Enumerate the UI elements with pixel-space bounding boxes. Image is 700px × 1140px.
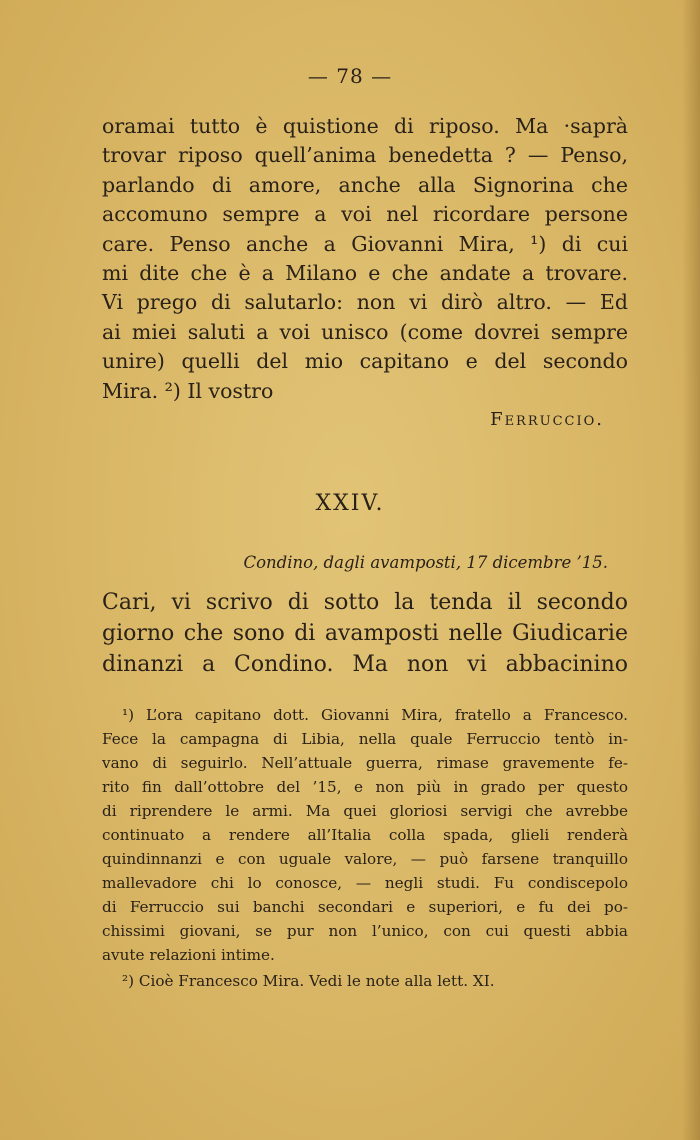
footnote-line: continuato a rendere all’Italia colla spada, glieli renderà	[102, 826, 628, 844]
text-line: parlando di amore, anche alla Signorina che	[102, 172, 628, 197]
footnote-line: chissimi giovani, se pur non l’unico, con cui questi abbia	[102, 922, 628, 940]
signature: Ferruccio.	[490, 409, 604, 430]
text-line: accomuno sempre a voi nel ricordare persone	[102, 202, 628, 227]
text-line: unire) quelli del mio capitano e del secondo	[102, 349, 628, 374]
footnote-line: ¹) L’ora capitano dott. Giovanni Mira, fratello a Francesco.	[122, 706, 628, 724]
text-line: ai miei saluti a voi unisco (come dovrei sempre	[102, 319, 628, 344]
text-line: mi dite che è a Milano e che andate a trovare.	[102, 261, 628, 286]
letter-heading: XXIV.	[315, 491, 385, 516]
text-line: care. Penso anche a Giovanni Mira, ¹) di cui	[102, 231, 628, 256]
letter-text-block	[102, 587, 628, 680]
page-number: — 78 —	[307, 64, 393, 88]
text-line: trovar riposo quell’anima benedetta ? — Penso,	[102, 143, 628, 168]
text-line: giorno che sono di avamposti nelle Giudicarie	[102, 621, 628, 646]
dateline: Condino, dagli avamposti, 17 dicembre ’15.	[243, 553, 608, 572]
text-line: Vi prego di salutarlo: non vi dirò altro. — Ed	[102, 290, 628, 315]
text-line: Mira. ²) Il vostro	[102, 378, 274, 403]
footnote-line: avute relazioni intime.	[102, 946, 275, 964]
footnotes	[102, 703, 628, 993]
footnote-line: mallevadore chi lo conosce, — negli studi. Fu condiscepolo	[102, 874, 628, 892]
text-line: Cari, vi scrivo di sotto la tenda il secondo	[102, 590, 628, 615]
page-edge-shadow	[682, 0, 700, 1140]
footnote-line: di riprendere le armi. Ma quei gloriosi servigi che avrebbe	[102, 802, 628, 820]
footnote-line: di Ferruccio sui banchi secondari e superiori, e fu dei po-	[102, 898, 628, 916]
footnote-line: vano di seguirlo. Nell’attuale guerra, rimase gravemente fe-	[102, 754, 628, 772]
text-line: oramai tutto è quistione di riposo. Ma ·saprà	[102, 114, 628, 138]
footnote-line: Fece la campagna di Libia, nella quale Ferruccio tentò in-	[102, 730, 628, 748]
main-text-block	[102, 112, 628, 406]
footnote-line: quindinnanzi e con uguale valore, — può farsene tranquillo	[102, 850, 628, 868]
footnote-2: ²) Cioè Francesco Mira. Vedi le note alla lett. XI.	[122, 972, 495, 990]
text-line: dinanzi a Condino. Ma non vi abbacinino	[102, 652, 628, 677]
footnote-line: rito fin dall’ottobre del ’15, e non più in grado per questo	[102, 778, 628, 796]
